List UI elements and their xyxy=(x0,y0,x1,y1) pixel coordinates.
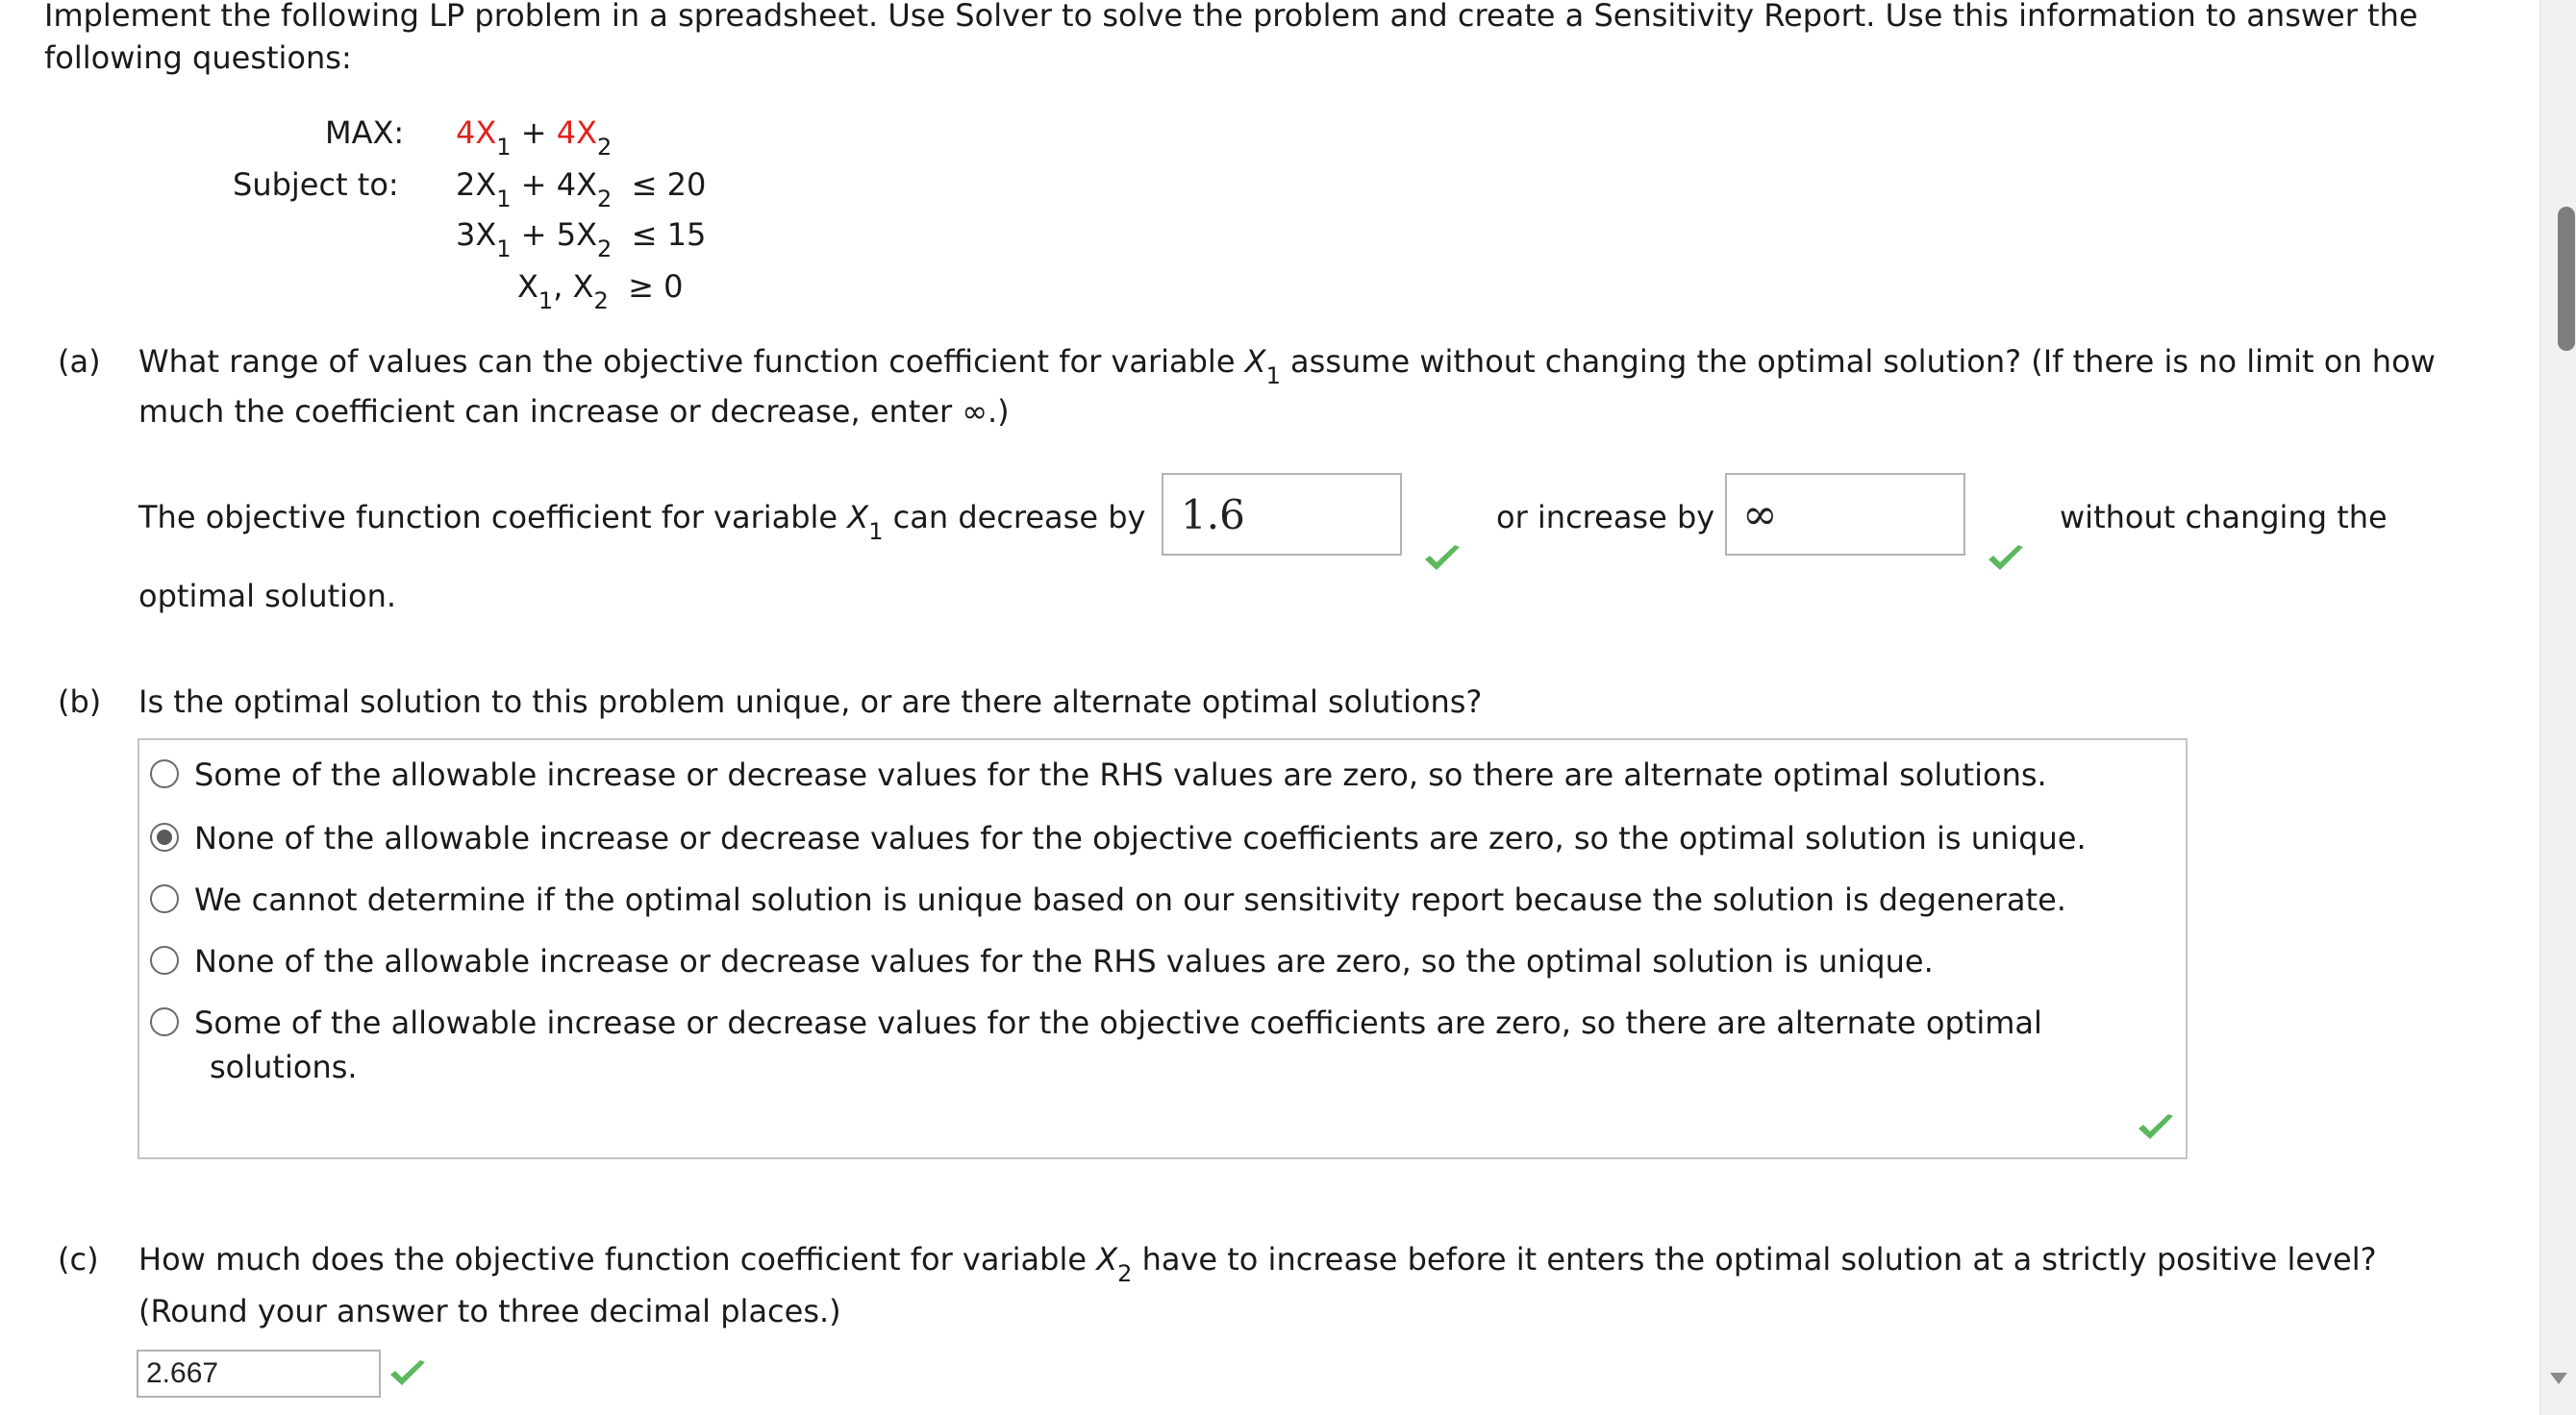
subject-to-label: Subject to: xyxy=(233,166,399,203)
option-text-3[interactable]: We cannot determine if the optimal solution is unique based on our sensitivity report because the solution is degenerate. xyxy=(194,881,2066,918)
part-a-label: (a) xyxy=(58,343,101,380)
option-radio-4[interactable] xyxy=(150,946,179,975)
scroll-down-arrow-icon[interactable] xyxy=(2550,1373,2567,1384)
increase-input[interactable] xyxy=(1725,473,1965,556)
or-increase-label: or increase by xyxy=(1496,499,1715,535)
increase-input-value: ∞ xyxy=(1742,489,1778,539)
checkmark-icon xyxy=(388,1359,427,1388)
checkmark-icon xyxy=(1987,544,2025,573)
option-text-4[interactable]: None of the allowable increase or decrease values for the RHS values are zero, so the optimal solution is unique. xyxy=(194,943,1934,980)
part-a-statement: The objective function coefficient for variable $X_1$ can decrease by xyxy=(138,499,1146,545)
part-c-question: How much does the objective function coefficient for variable $X_2$ have to increase before it enters the optimal solution at a strictly positive level? xyxy=(138,1241,2377,1287)
part-a-question-line-2: much the coefficient can increase or decrease, enter ∞.) xyxy=(138,393,1010,430)
part-c-answer-value: 2.667 xyxy=(146,1357,219,1389)
option-text-2[interactable]: None of the allowable increase or decrease values for the objective coefficients are zero, so the optimal solution is unique. xyxy=(194,820,2087,856)
part-a-statement-end: without changing the xyxy=(2060,499,2388,535)
checkmark-icon xyxy=(1423,544,1462,573)
option-text-1[interactable]: Some of the allowable increase or decrease values for the RHS values are zero, so there are alternate optimal solutions. xyxy=(194,757,2047,793)
part-c-label: (c) xyxy=(58,1241,99,1278)
intro-line-1: Implement the following LP problem in a spreadsheet. Use Solver to solve the problem and create a Sensitivity Report. Use this information to answer the xyxy=(44,0,2418,34)
max-label: MAX: xyxy=(325,114,405,151)
option-radio-3[interactable] xyxy=(150,884,179,913)
option-radio-1[interactable] xyxy=(150,759,179,788)
nonnegativity-constraint: $X_1$, $X_2 \ge 0$ xyxy=(517,268,684,314)
constraint-1: $2X_1 + 4X_2 \le 20$ xyxy=(456,166,707,212)
option-text-5-line-2[interactable]: solutions. xyxy=(210,1049,358,1085)
decrease-input[interactable] xyxy=(1162,473,1402,556)
constraint-2: $3X_1 + 5X_2 \le 15$ xyxy=(456,216,707,262)
part-b-question: Is the optimal solution to this problem unique, or are there alternate optimal solutions? xyxy=(138,683,1483,720)
option-radio-5[interactable] xyxy=(150,1007,179,1036)
scrollbar-thumb[interactable] xyxy=(2558,207,2575,351)
objective-function: $4X_1 + 4X_2$ xyxy=(456,114,613,161)
option-text-5[interactable]: Some of the allowable increase or decrease values for the objective coefficients are zero, so there are alternate optimal xyxy=(194,1005,2042,1041)
decrease-input-value: 1.6 xyxy=(1181,490,1245,538)
checkmark-icon xyxy=(2137,1113,2175,1142)
part-a-statement-line-2: optimal solution. xyxy=(138,578,397,614)
part-c-answer-input[interactable] xyxy=(137,1350,381,1398)
part-a-question: What range of values can the objective function coefficient for variable $X_1$ assume without changing the optimal solution? (If there is no limit on how xyxy=(138,343,2436,389)
intro-line-2: following questions: xyxy=(44,39,352,76)
option-radio-2[interactable] xyxy=(150,823,179,852)
part-c-question-line-2: (Round your answer to three decimal places.) xyxy=(138,1293,841,1329)
part-b-label: (b) xyxy=(58,683,102,720)
